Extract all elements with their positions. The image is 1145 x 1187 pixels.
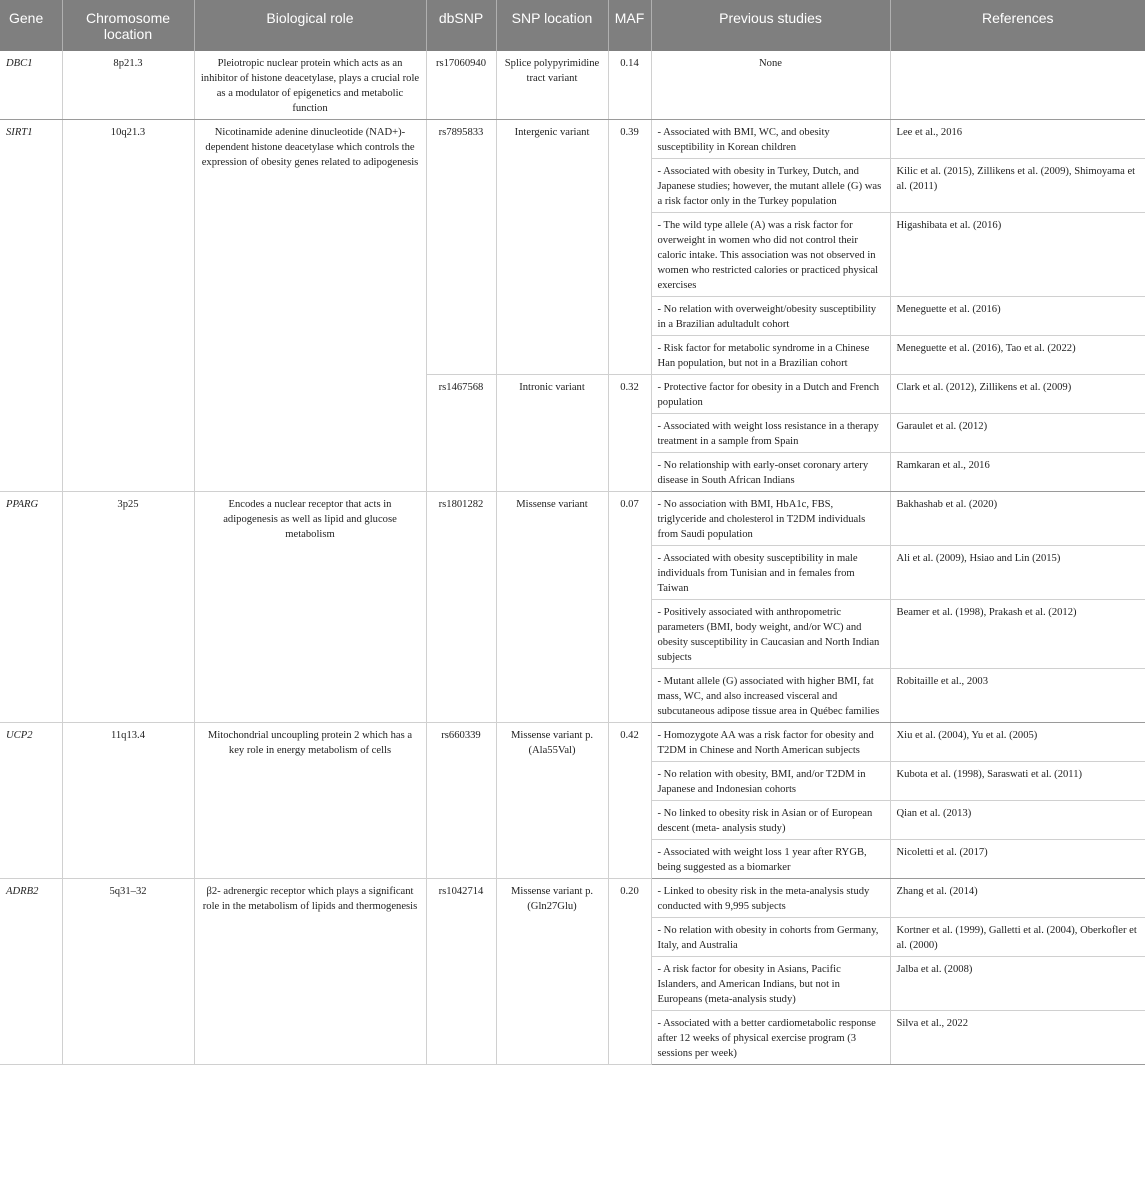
chromosome-location: 11q13.4: [62, 723, 194, 879]
previous-study: - The wild type allele (A) was a risk factor for overweight in women who did not control their caloric intake. This association was not observed in women who restricted calories or practiced physical exercises: [651, 213, 890, 297]
dbsnp-id: rs1042714: [426, 879, 496, 1065]
table-row: [0, 723, 1145, 762]
maf-value: 0.32: [608, 375, 651, 492]
dbsnp-id: rs17060940: [426, 51, 496, 120]
reference: Nicoletti et al. (2017): [890, 840, 1145, 879]
maf-value: 0.14: [608, 51, 651, 120]
dbsnp-id: rs660339: [426, 723, 496, 879]
reference: Higashibata et al. (2016): [890, 213, 1145, 297]
biological-role: Mitochondrial uncoupling protein 2 which has a key role in energy metabolism of cells: [194, 723, 426, 879]
reference: Zhang et al. (2014): [890, 879, 1145, 918]
header-biological-role: Biological role: [194, 0, 426, 51]
snp-location: Intronic variant: [496, 375, 608, 492]
previous-study: None: [651, 51, 890, 120]
header-snp-location: SNP location: [496, 0, 608, 51]
header-chromosome-location: Chromosome location: [62, 0, 194, 51]
previous-study: - No relation with obesity in cohorts from Germany, Italy, and Australia: [651, 918, 890, 957]
header-row: [0, 0, 1145, 51]
reference: Kortner et al. (1999), Galletti et al. (2004), Oberkofler et al. (2000): [890, 918, 1145, 957]
reference: Meneguette et al. (2016), Tao et al. (2022): [890, 336, 1145, 375]
reference: Garaulet et al. (2012): [890, 414, 1145, 453]
previous-study: - Associated with BMI, WC, and obesity susceptibility in Korean children: [651, 120, 890, 159]
table-body: [0, 51, 1145, 1065]
reference: Xiu et al. (2004), Yu et al. (2005): [890, 723, 1145, 762]
gene-name: UCP2: [0, 723, 62, 879]
reference: Robitaille et al., 2003: [890, 669, 1145, 723]
gene-name: PPARG: [0, 492, 62, 723]
table-row: [0, 51, 1145, 120]
reference: [890, 51, 1145, 120]
reference: Bakhashab et al. (2020): [890, 492, 1145, 546]
gene-name: SIRT1: [0, 120, 62, 492]
previous-study: - Homozygote AA was a risk factor for obesity and T2DM in Chinese and North American subjects: [651, 723, 890, 762]
previous-study: - A risk factor for obesity in Asians, Pacific Islanders, and American Indians, but not in Europeans (meta-analysis study): [651, 957, 890, 1011]
snp-location: Missense variant: [496, 492, 608, 723]
previous-study: - No relation with overweight/obesity susceptibility in a Brazilian adultadult cohort: [651, 297, 890, 336]
biological-role: Nicotinamide adenine dinucleotide (NAD+)-dependent histone deacetylase which controls the expression of obesity genes related to adipogenesis: [194, 120, 426, 492]
previous-study: - Associated with obesity in Turkey, Dutch, and Japanese studies; however, the mutant allele (G) was a risk factor only in the Turkey population: [651, 159, 890, 213]
biological-role: Encodes a nuclear receptor that acts in adipogenesis as well as lipid and glucose metabolism: [194, 492, 426, 723]
gene-name: ADRB2: [0, 879, 62, 1065]
snp-location: Splice polypyrimidine tract variant: [496, 51, 608, 120]
header-gene: Gene: [0, 0, 62, 51]
gene-name: DBC1: [0, 51, 62, 120]
biological-role: Pleiotropic nuclear protein which acts as an inhibitor of histone deacetylase, plays a crucial role as a modulator of epigenetics and metabolic function: [194, 51, 426, 120]
header-maf: MAF: [608, 0, 651, 51]
table-row: [0, 879, 1145, 918]
previous-study: - Associated with a better cardiometabolic response after 12 weeks of physical exercise program (3 sessions per week): [651, 1011, 890, 1065]
maf-value: 0.20: [608, 879, 651, 1065]
maf-value: 0.42: [608, 723, 651, 879]
reference: Silva et al., 2022: [890, 1011, 1145, 1065]
previous-study: - Protective factor for obesity in a Dutch and French population: [651, 375, 890, 414]
reference: Jalba et al. (2008): [890, 957, 1145, 1011]
reference: Lee et al., 2016: [890, 120, 1145, 159]
reference: Ali et al. (2009), Hsiao and Lin (2015): [890, 546, 1145, 600]
snp-location: Missense variant p. (Gln27Glu): [496, 879, 608, 1065]
previous-study: - Associated with obesity susceptibility in male individuals from Tunisian and in females from Taiwan: [651, 546, 890, 600]
snp-location: Intergenic variant: [496, 120, 608, 375]
previous-study: - Mutant allele (G) associated with higher BMI, fat mass, WC, and also increased visceral and subcutaneous adipose tissue area in Québec families: [651, 669, 890, 723]
reference: Kilic et al. (2015), Zillikens et al. (2009), Shimoyama et al. (2011): [890, 159, 1145, 213]
reference: Qian et al. (2013): [890, 801, 1145, 840]
dbsnp-id: rs1467568: [426, 375, 496, 492]
maf-value: 0.07: [608, 492, 651, 723]
previous-study: - Associated with weight loss resistance in a therapy treatment in a sample from Spain: [651, 414, 890, 453]
reference: Ramkaran et al., 2016: [890, 453, 1145, 492]
previous-study: - No linked to obesity risk in Asian or of European descent (meta- analysis study): [651, 801, 890, 840]
previous-study: - No relationship with early-onset coronary artery disease in South African Indians: [651, 453, 890, 492]
snp-location: Missense variant p. (Ala55Val): [496, 723, 608, 879]
dbsnp-id: rs1801282: [426, 492, 496, 723]
previous-study: - Positively associated with anthropometric parameters (BMI, body weight, and/or WC) and obesity susceptibility in Caucasian and North Indian subjects: [651, 600, 890, 669]
dbsnp-id: rs7895833: [426, 120, 496, 375]
previous-study: - Linked to obesity risk in the meta-analysis study conducted with 9,995 subjects: [651, 879, 890, 918]
header-previous-studies: Previous studies: [651, 0, 890, 51]
header-references: References: [890, 0, 1145, 51]
maf-value: 0.39: [608, 120, 651, 375]
chromosome-location: 5q31–32: [62, 879, 194, 1065]
previous-study: - No relation with obesity, BMI, and/or T2DM in Japanese and Indonesian cohorts: [651, 762, 890, 801]
reference: Beamer et al. (1998), Prakash et al. (2012): [890, 600, 1145, 669]
previous-study: - Associated with weight loss 1 year after RYGB, being suggested as a biomarker: [651, 840, 890, 879]
reference: Meneguette et al. (2016): [890, 297, 1145, 336]
table-row: [0, 492, 1145, 546]
chromosome-location: 8p21.3: [62, 51, 194, 120]
previous-study: - Risk factor for metabolic syndrome in a Chinese Han population, but not in a Brazilian cohort: [651, 336, 890, 375]
chromosome-location: 3p25: [62, 492, 194, 723]
chromosome-location: 10q21.3: [62, 120, 194, 492]
header-dbsnp: dbSNP: [426, 0, 496, 51]
previous-study: - No association with BMI, HbA1c, FBS, triglyceride and cholesterol in T2DM individuals from Saudi population: [651, 492, 890, 546]
table-row: [0, 120, 1145, 159]
reference: Clark et al. (2012), Zillikens et al. (2009): [890, 375, 1145, 414]
reference: Kubota et al. (1998), Saraswati et al. (2011): [890, 762, 1145, 801]
biological-role: β2- adrenergic receptor which plays a significant role in the metabolism of lipids and thermogenesis: [194, 879, 426, 1065]
